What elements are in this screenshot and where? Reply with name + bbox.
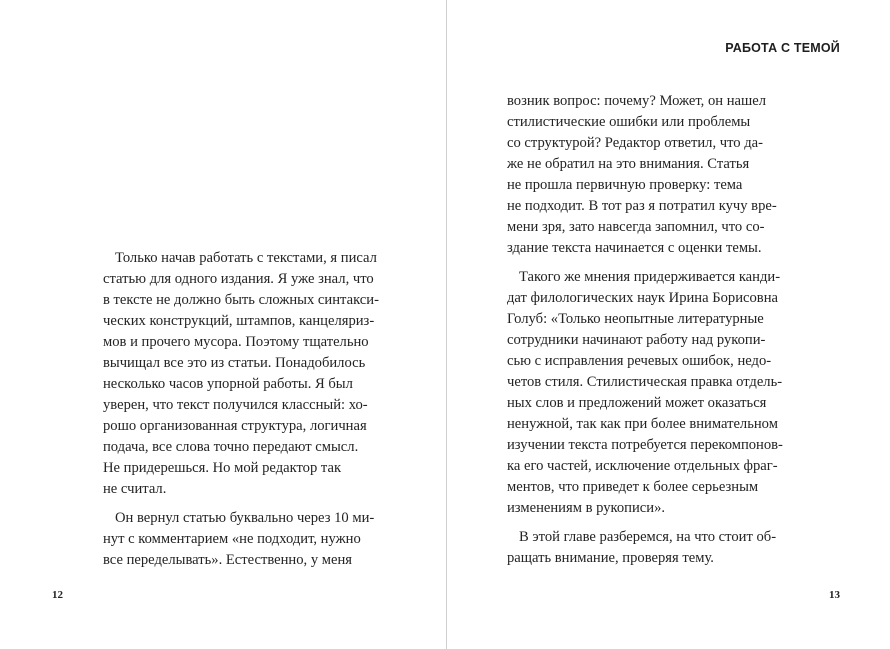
text-line: уверен, что текст получился классный: хо- xyxy=(103,397,368,413)
text-line: ных слов и предложений может оказаться xyxy=(507,395,767,411)
paragraph xyxy=(507,527,783,569)
text-line: ка его частей, исключение отдельных фраг- xyxy=(507,458,778,474)
left-page-number: 12 xyxy=(52,589,63,601)
text-line: Такого же мнения придерживается канди- xyxy=(519,269,781,285)
paragraph xyxy=(103,248,379,500)
text-line: возник вопрос: почему? Может, он нашел xyxy=(507,93,766,109)
text-line: Не придерешься. Но мой редактор так xyxy=(103,460,342,476)
text-line: статью для одного издания. Я уже знал, что xyxy=(103,271,374,287)
text-line: мов и прочего мусора. Поэтому тщательно xyxy=(103,334,369,350)
paragraph xyxy=(507,91,783,259)
text-line: в тексте не должно быть сложных синтакси- xyxy=(103,292,379,308)
text-line: Только начав работать с текстами, я писал xyxy=(115,250,377,266)
text-line: изменениям в рукописи». xyxy=(507,500,666,516)
right-page-body xyxy=(507,91,783,569)
text-line: вычищал все это из статьи. Понадобилось xyxy=(103,355,366,371)
left-page-body xyxy=(103,248,379,571)
text-line: Он вернул статью буквально через 10 ми- xyxy=(115,510,375,526)
text-line: Голуб: «Только неопытные литературные xyxy=(507,311,764,327)
paragraph xyxy=(103,508,379,571)
text-line: все переделывать». Естественно, у меня xyxy=(103,552,353,568)
text-line: ненужной, так как при более внимательном xyxy=(507,416,778,432)
text-line: стилистические ошибки или проблемы xyxy=(507,114,751,130)
text-line: четов стиля. Стилистическая правка отдель- xyxy=(507,374,783,390)
running-header: РАБОТА С ТЕМОЙ xyxy=(725,41,840,55)
text-line: не прошла первичную проверку: тема xyxy=(507,177,743,193)
text-line: В этой главе разберемся, на что стоит об- xyxy=(519,529,777,545)
text-line: изучении текста потребуется перекомпонов- xyxy=(507,437,783,453)
text-line: ментов, что приведет к более серьезным xyxy=(507,479,759,495)
text-line: дат филологических наук Ирина Борисовна xyxy=(507,290,778,306)
text-line: ческих конструкций, штампов, канцеляриз- xyxy=(103,313,375,329)
text-line: сотрудники начинают работу над рукопи- xyxy=(507,332,766,348)
text-line: мени зря, зато навсегда запомнил, что со- xyxy=(507,219,765,235)
text-line: подача, все слова точно передают смысл. xyxy=(103,439,359,455)
right-page xyxy=(447,0,890,649)
text-line: здание текста начинается с оценки темы. xyxy=(507,240,762,256)
text-line: не считал. xyxy=(103,481,167,497)
text-line: со структурой? Редактор ответил, что да- xyxy=(507,135,763,151)
text-line: рошо организованная структура, логичная xyxy=(103,418,367,434)
text-line: же не обратил на это внимания. Статья xyxy=(507,156,750,172)
text-line: нут с комментарием «не подходит, нужно xyxy=(103,531,361,547)
text-line: сью с исправления речевых ошибок, недо- xyxy=(507,353,772,369)
right-page-number: 13 xyxy=(829,589,840,601)
paragraph xyxy=(507,267,783,519)
text-line: не подходит. В тот раз я потратил кучу вре- xyxy=(507,198,777,214)
text-line: несколько часов упорной работы. Я был xyxy=(103,376,353,392)
text-line: ращать внимание, проверяя тему. xyxy=(507,550,714,566)
